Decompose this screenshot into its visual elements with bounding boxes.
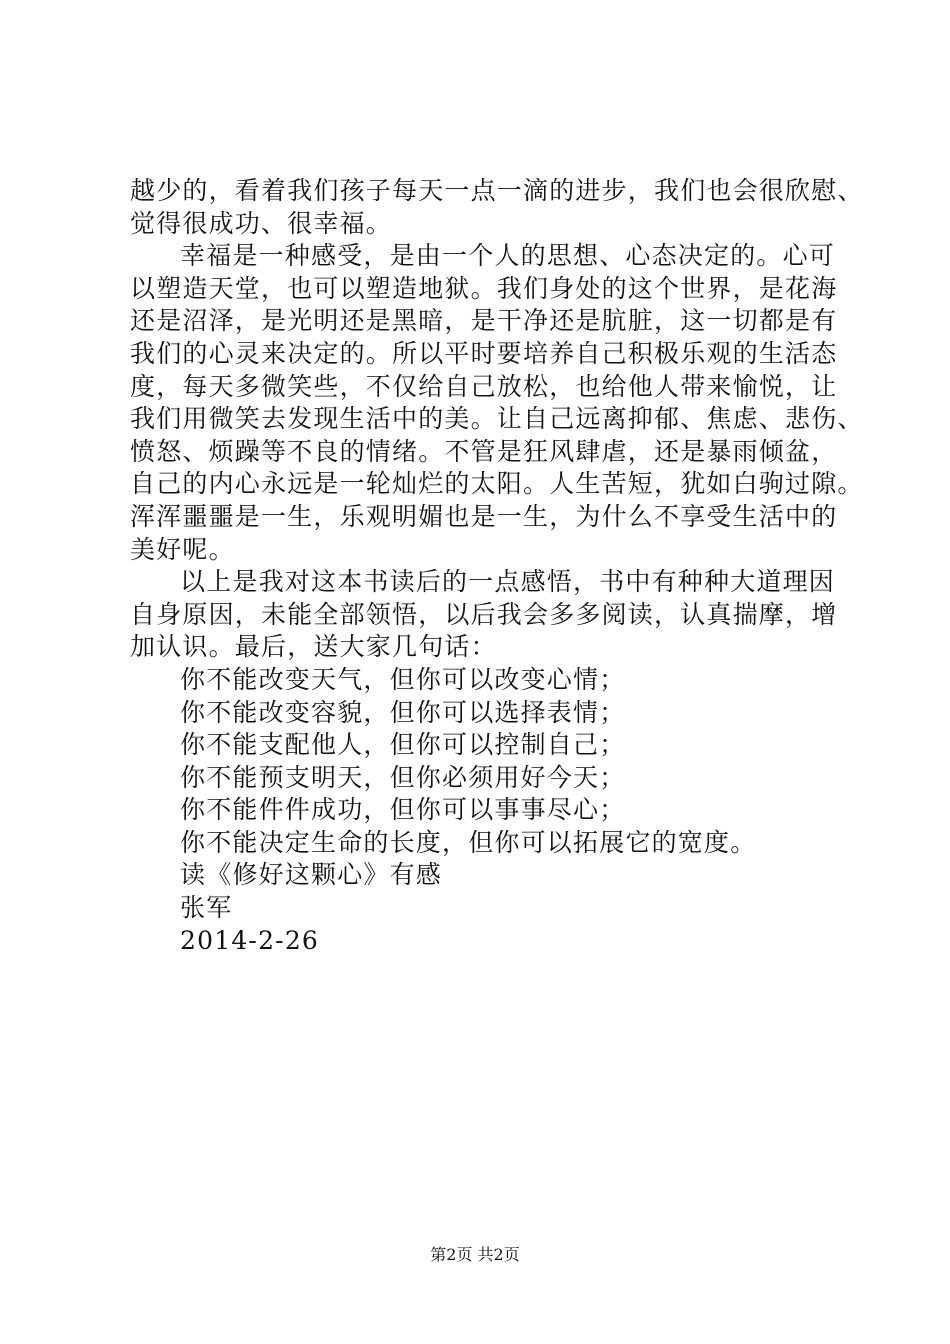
text-line: 读《修好这颗心》有感 — [180, 860, 443, 890]
text-line: 越少的，看着我们孩子每天一点一滴的进步，我们也会很欣慰、 — [130, 176, 864, 205]
text-line: 你不能决定生命的长度，但你可以拓展它的宽度。 — [180, 827, 757, 857]
text-line: 自己的内心永远是一轮灿烂的太阳。人生苦短，犹如白驹过隙。 — [130, 469, 864, 499]
text-line: 以上是我对这本书读后的一点感悟，书中有种种大道理因 — [180, 567, 836, 597]
text-line: 自身原因，未能全部领悟，以后我会多多阅读，认真揣摩，增 — [130, 599, 838, 629]
text-line: 度，每天多微笑些，不仅给自己放松，也给他人带来愉悦，让 — [130, 371, 838, 401]
text-line: 美好呢。 — [130, 534, 235, 564]
text-line: 你不能改变天气，但你可以改变心情； — [180, 664, 626, 694]
text-line: 加认识。最后，送大家几句话： — [130, 632, 497, 662]
text-line: 愤怒、烦躁等不良的情绪。不管是狂风肆虐，还是暴雨倾盆， — [130, 436, 838, 466]
text-line: 我们的心灵来决定的。所以平时要培养自己积极乐观的生活态 — [130, 338, 838, 368]
document-body — [130, 175, 864, 957]
text-line: 浑浑噩噩是一生，乐观明媚也是一生，为什么不享受生活中的 — [130, 501, 838, 531]
text-line: 你不能件件成功，但你可以事事尽心； — [180, 795, 626, 825]
text-line: 2014-2-26 — [180, 925, 320, 955]
text-line: 你不能改变容貌，但你可以选择表情； — [180, 697, 626, 727]
text-line: 你不能支配他人，但你可以控制自己； — [180, 730, 626, 760]
text-line: 还是沼泽，是光明还是黑暗，是干净还是肮脏，这一切都是有 — [130, 306, 838, 336]
text-line: 你不能预支明天，但你必须用好今天； — [180, 762, 626, 792]
text-line: 以塑造天堂，也可以塑造地狱。我们身处的这个世界，是花海 — [130, 273, 838, 303]
text-line: 觉得很成功、很幸福。 — [130, 208, 393, 238]
text-line: 张军 — [180, 893, 233, 923]
text-line: 幸福是一种感受，是由一个人的思想、心态决定的。心可 — [180, 241, 836, 271]
text-line: 我们用微笑去发现生活中的美。让自己远离抑郁、焦虑、悲伤、 — [130, 404, 864, 434]
page-footer: 第2页 共2页 — [430, 1245, 520, 1264]
